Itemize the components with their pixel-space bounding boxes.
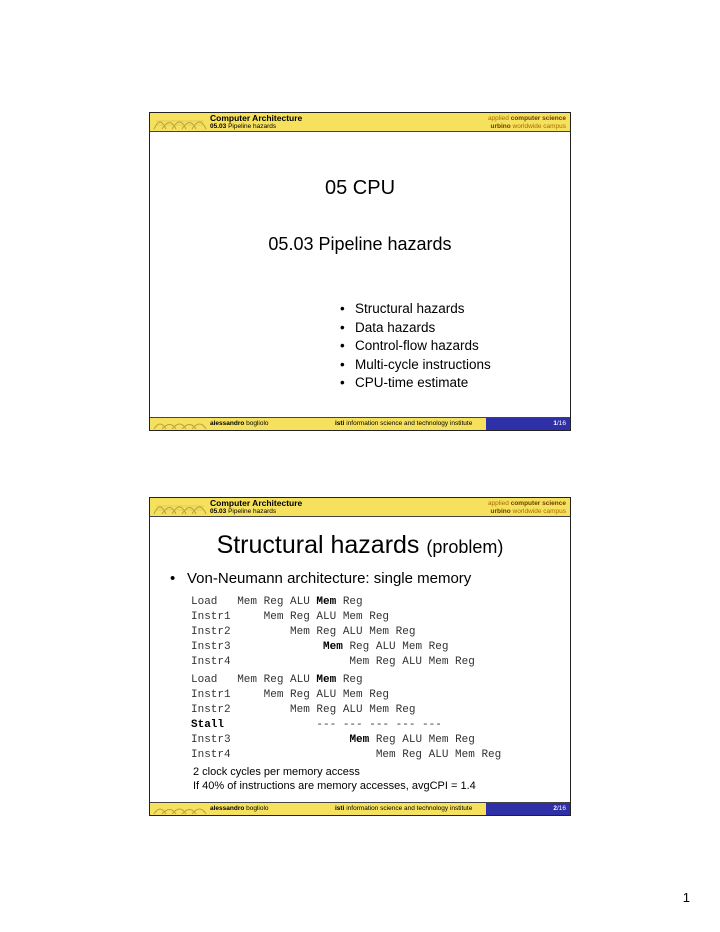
table-row: Instr2 Mem Reg ALU Mem Reg [191, 626, 416, 638]
footer-institute: isti information science and technology institute [335, 420, 473, 427]
table-row: Instr3 Mem Reg ALU Mem Reg [191, 641, 449, 653]
header-right-line1: applied computer science [487, 500, 566, 507]
header-right-line1: applied computer science [487, 115, 566, 122]
table-row: Instr3 Mem Reg ALU Mem Reg [191, 734, 475, 746]
urbino-logo-icon [152, 498, 208, 517]
urbino-logo-icon [152, 113, 208, 132]
slide-title: Structural hazards (problem) [216, 531, 504, 559]
pipeline-table-2 [191, 673, 501, 763]
slide-subtitle: 05.03 Pipeline hazards [268, 234, 452, 254]
page-number: 1 [682, 890, 690, 905]
list-item: • Structural hazards [340, 300, 491, 319]
header-title: Computer Architecture [210, 113, 303, 123]
slide-page-number: 1/16 [486, 418, 570, 430]
list-item: • Multi-cycle instructions [340, 356, 491, 375]
urbino-logo-icon [152, 418, 208, 430]
urbino-logo-icon [152, 803, 208, 815]
table-row: Load Mem Reg ALU Mem Reg [191, 596, 363, 608]
table-row: Instr1 Mem Reg ALU Mem Reg [191, 689, 390, 701]
slide-bullet: • Von-Neumann architecture: single memory [170, 570, 471, 587]
topic-list [340, 300, 491, 393]
header-right-line2: urbino worldwide campus [490, 123, 566, 130]
table-row: Instr4 Mem Reg ALU Mem Reg [191, 656, 475, 668]
footer-institute: isti information science and technology institute [335, 805, 473, 812]
table-row: Load Mem Reg ALU Mem Reg [191, 674, 363, 686]
list-item: • Data hazards [340, 319, 491, 338]
slide-title: 05 CPU [324, 177, 396, 199]
table-row: Stall --- --- --- --- --- [191, 719, 442, 731]
header-title: Computer Architecture [210, 498, 303, 508]
pipeline-table-1 [191, 595, 475, 670]
table-row: Instr4 Mem Reg ALU Mem Reg [191, 749, 502, 761]
slide-1 [149, 112, 571, 431]
table-row: Instr2 Mem Reg ALU Mem Reg [191, 704, 416, 716]
note-line-1: 2 clock cycles per memory access [193, 766, 360, 778]
slide-2 [149, 497, 571, 816]
header-subtitle: 05.03 Pipeline hazards [210, 508, 277, 515]
footer-author: alessandro bogliolo [210, 805, 269, 812]
slide-header [150, 498, 570, 517]
list-item: • Control-flow hazards [340, 337, 491, 356]
header-subtitle: 05.03 Pipeline hazards [210, 123, 277, 130]
header-right-line2: urbino worldwide campus [490, 508, 566, 515]
slide-footer [150, 802, 570, 815]
note-line-2: If 40% of instructions are memory accesses, avgCPI = 1.4 [193, 780, 476, 792]
table-row: Instr1 Mem Reg ALU Mem Reg [191, 611, 390, 623]
footer-author: alessandro bogliolo [210, 420, 269, 427]
slide-header [150, 113, 570, 132]
slide-page-number: 2/16 [486, 803, 570, 815]
list-item: • CPU-time estimate [340, 374, 491, 393]
slide-footer [150, 417, 570, 430]
